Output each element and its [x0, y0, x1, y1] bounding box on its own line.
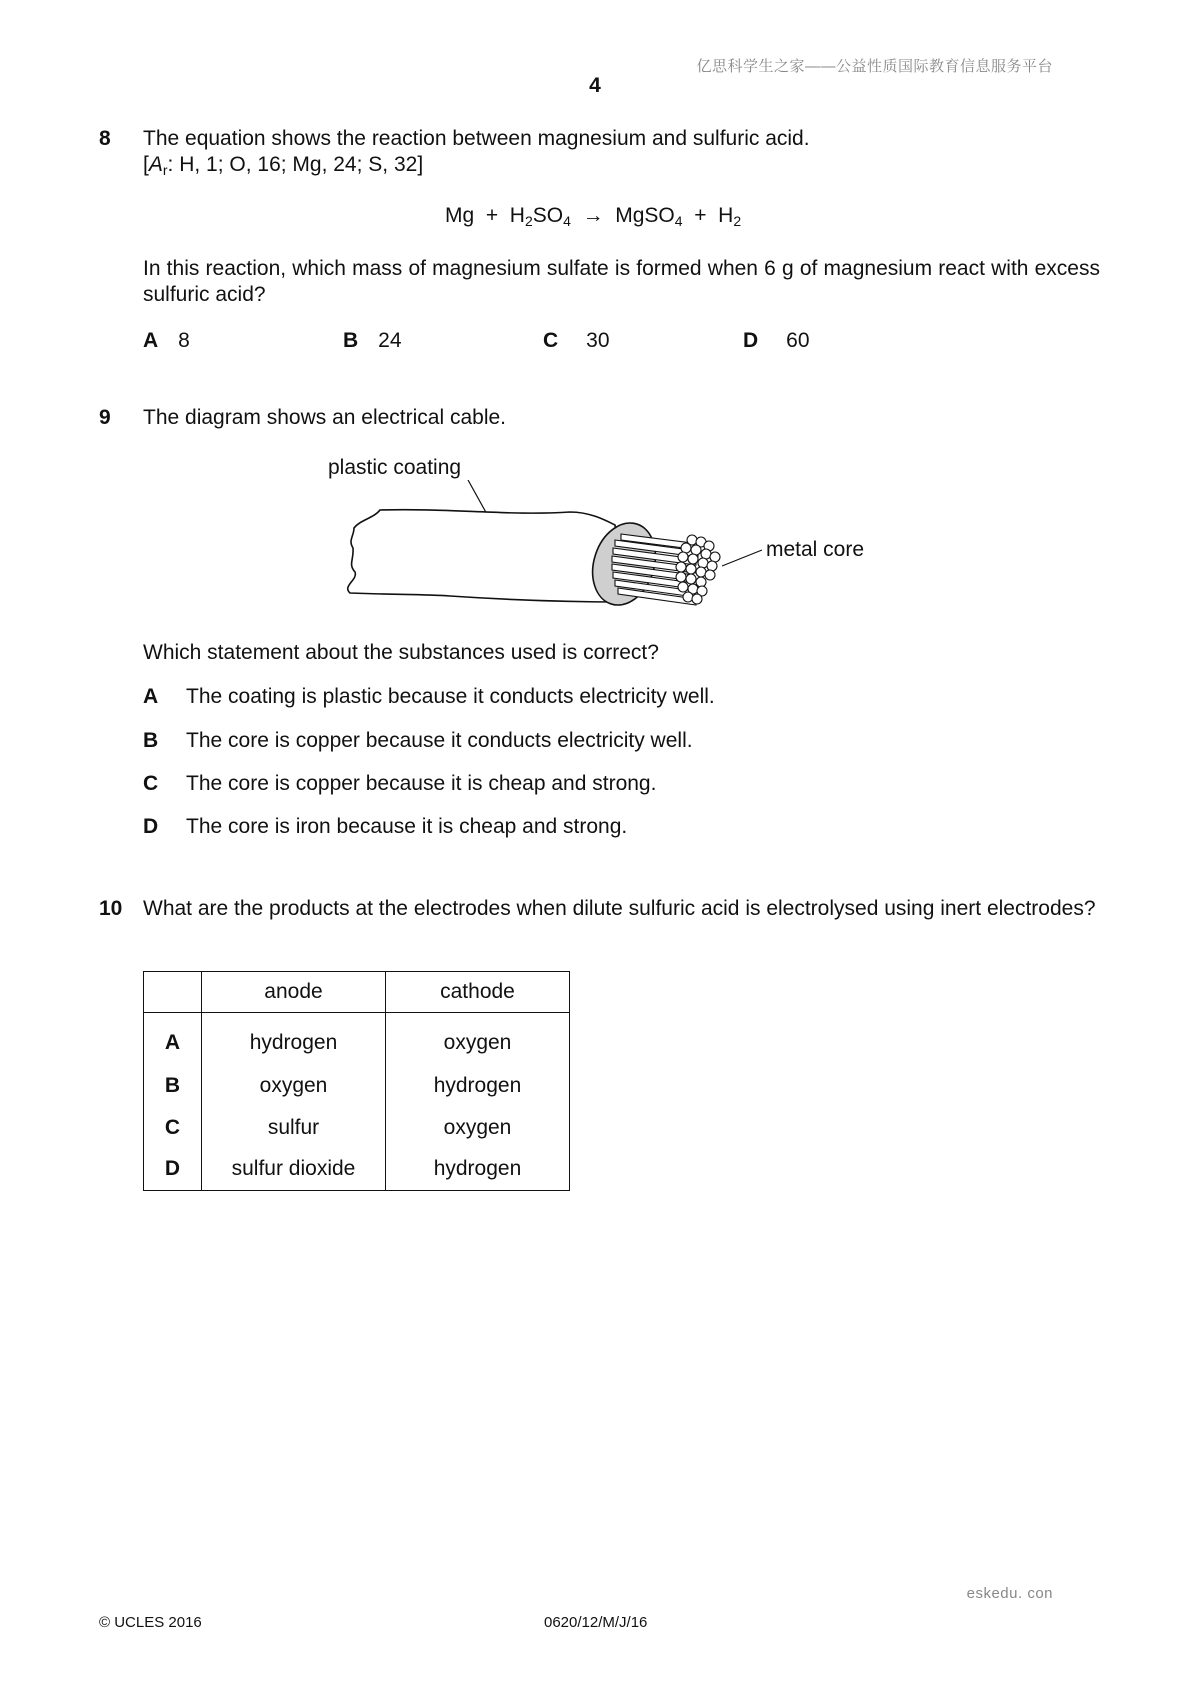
footer-paper-code: 0620/12/M/J/16 [544, 1614, 648, 1631]
footer-copyright: © UCLES 2016 [99, 1614, 202, 1631]
electrolysis-table [143, 971, 570, 1191]
plastic-coating [348, 510, 625, 602]
q8-question: In this reaction, which mass of magnesium sulfate is formed when 6 g of magnesium react with excess sulfuric acid? [143, 257, 1100, 306]
q8-option-a[interactable]: A 8 [143, 329, 190, 352]
q8-number: 8 [99, 127, 111, 150]
q8-stem: The equation shows the reaction between magnesium and sulfuric acid. [143, 127, 810, 150]
table-row[interactable]: C sulfur oxygen [144, 1107, 570, 1149]
q9-number: 9 [99, 406, 111, 429]
q8-equation [445, 203, 741, 229]
table-row[interactable]: D sulfur dioxide hydrogen [144, 1149, 570, 1191]
label-plastic-coating: plastic coating [328, 456, 462, 479]
ar-open: [ [143, 153, 149, 176]
eq-mg: Mg [445, 204, 475, 227]
table-header-blank [144, 972, 202, 1013]
eq-h2: $H_2$ [718, 204, 742, 229]
q8-atomic-masses [143, 152, 423, 178]
q10-number: 10 [99, 897, 123, 920]
ar-symbol: A [148, 153, 163, 176]
q9-option-b[interactable]: B The core is copper because it conducts electricity well. [143, 729, 693, 752]
ar-sub: r [162, 162, 168, 178]
table-header-anode: anode [202, 972, 386, 1013]
q9-option-a[interactable]: A The coating is plastic because it conducts electricity well. [143, 685, 715, 708]
core-leader-line [722, 550, 762, 566]
eq-plus-2: + [694, 204, 707, 227]
watermark-text: 亿思科学生之家——公益性质国际教育信息服务平台 [696, 58, 1053, 75]
table-header-cathode: cathode [386, 972, 570, 1013]
q9-question: Which statement about the substances used is correct? [143, 641, 659, 664]
q9-stem: The diagram shows an electrical cable. [143, 406, 507, 429]
eq-mgso4: MgSO$_4$ [615, 204, 683, 229]
eq-h2so4: $H_2SO_4$ [509, 204, 571, 229]
eskedu-watermark: eskedu. con [966, 1585, 1053, 1602]
eq-arrow: → [582, 204, 604, 227]
q8-option-c[interactable]: C 30 [543, 329, 610, 352]
q8-option-b[interactable]: B 24 [343, 329, 402, 352]
cable-diagram [340, 480, 770, 620]
q9-option-c[interactable]: C The core is copper because it is cheap and strong. [143, 772, 657, 795]
table-row[interactable]: B oxygen hydrogen [144, 1065, 570, 1107]
label-metal-core: metal core [766, 538, 865, 561]
eq-plus-1: + [485, 204, 499, 227]
metal-core [612, 534, 720, 605]
table-row[interactable]: A hydrogen oxygen [144, 1013, 570, 1065]
ar-values: : H, 1; O, 16; Mg, 24; S, 32] [167, 153, 424, 176]
q10-question: What are the products at the electrodes when dilute sulfuric acid is electrolysed using inert electrodes? [143, 897, 1096, 920]
page-number: 4 [589, 74, 601, 97]
q9-option-d[interactable]: D The core is iron because it is cheap and strong. [143, 815, 628, 838]
table-header-row [144, 972, 570, 1013]
q8-option-d[interactable]: D 60 [743, 329, 810, 352]
